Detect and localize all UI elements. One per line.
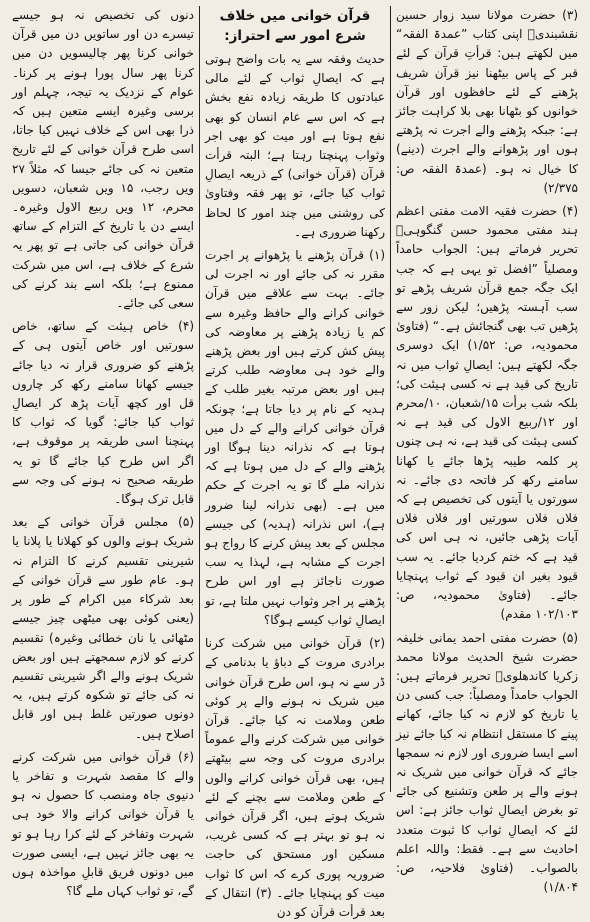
paragraph-point-1: (۱) قرآن پڑھنے یا پڑھوانے پر اجرت مقرر نہ کی جائے اور نہ اجرت لی جائے۔ بہت سے علاقے میں قرآن خوانی کرانے والے حافظ وغیرہ سے کم یا زیادہ پڑھنے پر معاوضہ کی پیش کش کرتے ہیں اور بعض پڑھنے والے خود ہی معاوضہ طلب کرتے ہیں اور بعض مرتبہ بغیر طلب کے ہدیہ کے نام پر دیا جاتا ہے؛ چونکہ قرآن خوانی کرانے والے کے دل میں ہوتا ہے کہ نذرانہ دینا ہوگا اور پڑھنے والے کے دل میں ہوتا ہے کہ نذرانہ ملے گا تو یہ اجرت کے حکم میں ہے۔ (بھی نذرانہ لینا ضرور ہے)، اس نذرانہ (ہدیہ) کی جیسے مجلس کے بعد پیش کرنے کا رواج ہو اجرت کے مشابہ ہے، لہذا یہ سب صورت ناجائز ہے اور اس طرح پڑھنے پر اجر وثواب نہیں ملتا ہے، تو ایصالِ ثواب کیسے ہوگا؟ [205,248,385,627]
section-heading: قرآن خوانی میں خلاف شرع امور سے احتراز: [219,8,371,44]
paragraph-point-2: (۲) قرآن خوانی میں شرکت کرنا برادری مروت کے دباؤ یا بدنامی کے ڈر سے نہ ہو، اس طرح قرآن خوانی میں شریک نہ ہونے والے پر کوئی طعن وملامت نہ کیا جائے۔ قرآن خوانی میں شرکت کرنے والے عموماً برادری مروت کی وجہ سے بیٹھتے ہیں، بھی قرآن خوانی کرانے والوں کے طعن وملامت سے بچنے کے لئے شریک ہوتے ہیں، اگر قرآن خوانی نہ ہو تو بہتر ہے کہ کسی غریب، مسکین اور مستحق کی حاجت ضروریہ پوری کرے کہ اس کا ثواب میت کو پہنچایا جائے۔ (۳) انتقال کے بعد قرأت قرآن کو دن [205,636,385,919]
right-column [391,6,583,895]
middle-column [199,6,391,919]
left-column [7,6,199,899]
paragraph-zawwar-hussain: (۳) حضرت مولانا سید زوار حسین نقشبندیؒ اپنی کتاب ”عمدۃ الفقہ“ میں لکھتے ہیں: قرأتِ قرآن کے لئے قبر کے پاس بیٹھنا نیز قرآن شریف پڑھنے کے لئے حافظوں اور قرآن خوانوں کو بٹھانا بھی بلا کراہت جائز ہے: جبکہ پڑھنے والے اجرت نہ پڑھتے ہوں اور پڑھوانے والے اجرت (دینے) کا خیال نہ ہو۔ (عمدۃ الفقہ ص: ۲/۳۷۵) [396,8,578,195]
paragraph-ahmad-yamani: (۵) حضرت مفتی احمد یمانی خلیفہ حضرت شیخ الحدیث مولانا محمد زکریا کاندھلویؒ تحریر فرماتے ہیں: الجواب حامداً ومصلیاً: جب کسی دن یا تاریخ کو لازم نہ کیا جائے، کھانے پینے کا مستقل انتظام نہ کیا جائے نیز اسے ایسا ضروری اور لازم نہ سمجھا جائے کہ قرآن خوانی میں شریک نہ ہونے والے پر طعن وتشنیع کی جائے تو بغرض ایصالِ ثواب جائز ہے: اس لئے کہ ایصالِ ثواب کا ثبوت متعدد احادیث سے ہے۔ فقط: واللہ اعلم بالصواب۔ (فتاویٰ فلاحیہ، ص: ۱/۸۰۴) [396,630,578,895]
paragraph-point-5: (۵) مجلس قرآن خوانی کے بعد شریک ہونے والوں کو کھلانا یا پلانا یا شیرینی تقسیم کرنے کا التزام نہ ہو۔ عام طور سے قرآن خوانی کے بعد شرکاء میں اکرام کے طور پر (یعنی کوئی بھی میٹھی چیز جیسے مٹھائی یا نان خطائی وغیرہ) تقسیم کرنے کو لازم سمجھتے ہیں اور بعض شریک ہونے والے اگر شیرینی تقسیم نہ کی جائے تو شکوہ کرتے ہیں، یہ دونوں صورتیں غلط ہیں اور قابل اصلاح ہیں۔ [12,515,194,741]
paragraph-point-4: (۴) خاص ہیئت کے ساتھ، خاص سورتیں اور خاص آیتوں ہی کے پڑھنے کو ضروری قرار نہ دیا جائے جیسے کھانا سامنے رکھ کر چاروں قل اور کچھ آیات پڑھ کر ایصالِ ثواب کیا جائے: گویا کہ ثواب کا پہنچنا اسی طریقہ پر موقوف ہے، اگر اس طرح کیا جائے گا تو یہ طریقہ صحیح نہ ہونے کی وجہ سے قابل ترک ہوگا۔ [12,319,194,507]
paragraph-days-continuation: دنوں کی تخصیص نہ ہو جیسے تیسرے دن اور ساتویں دن میں قرآن خوانی کرنا پھر چالیسویں دن میں کرنا پھر سال پورا ہونے پر کرنا۔ عوام کے نزدیک یہ تیجہ، چہلم اور برسی وغیرہ ایسے متعین ہیں کہ ذرا بھی اس کے خلاف نہیں کیا جاتا، اسی طرح قرآن خوانی کے لئے تاریخ متعین نہ کی جائے جیسا کہ مثلاً ۲۷ ویں رجب، ۱۵ ویں شعبان، دسویں محرم، ۱۲ ویں ربیع الاول وغیرہ۔ ایسے دن یا تاریخ کے التزام کے ساتھ قرآن خوانی کی جاتی ہے تو پھر یہ شرع کے خلاف ہے، اس میں شرکت ممنوع ہے؛ بلکہ اسے بند کرنے کی سعی کی جائے۔ [12,8,194,311]
paragraph-point-6: (۶) قرآن خوانی میں شرکت کرنے والے کا مقصد شہرت و تفاخر یا دنیوی جاہ ومنصب کا حصول نہ ہو یا قرآن خوانی کرانے والا خود ہی شہرت وتفاخر کے لئے کرا رہا ہو تو یہ بھی جائز نہیں ہے، ایسی صورت میں دونوں فریق قابلِ مواخذہ ہوں گے، تو ثواب کہاں ملے گا؟ [12,749,194,899]
paragraph-intro: حدیث وفقہ سے یہ بات واضح ہوتی ہے کہ ایصالِ ثواب کے لئے مالی عبادتوں کا طریقہ زیادہ نفع بخش ہے کہ اس سے عام انسان کو بھی نفع ہوتا ہے اور میت کو بھی اجر وثواب پہنچتا رہتا ہے؛ البتہ قرأت قرآن (قرآن خوانی) کے ذریعہ ایصالِ ثواب کیا جائے، تو پھر فقہ وفتاویٰ کی روشنی میں چند امور کا لحاظ رکھنا ضروری ہے۔ [205,52,385,239]
paragraph-mahmood-hasan: (۴) حضرت فقیہ الامت مفتی اعظم ہند مفتی محمود حسن گنگوہیؒ تحریر فرماتے ہیں: الجواب حامداً ومصلیاً ”افضل تو یہی ہے کہ جب ایک جگہ جمع قرآن شریف پڑھے تو سب آہستہ پڑھیں؛ لیکن زور سے پڑھیں تب بھی گنجائش ہے۔“ (فتاویٰ محمودیہ، ص: ۱/۵۲) ایک دوسری جگہ لکھتے ہیں: ایصالِ ثواب میں نہ تاریخ کی قید ہے نہ کسی ہیئت کی؛ بلکہ شب برأت ۱۵/شعبان، ۱۰/محرم اور ۱۲/ربیع الاول کی قید ہے نہ کسی ہیئت کی قید ہے، نہ ہی چنوں پر کلمہ طیبہ پڑھا جائے یا کھانا سامنے رکھ کر فاتحہ دی جائے۔ نہ سورتوں یا آیتوں کی تخصیص ہے کہ فلاں فلاں سورتیں اور فلاں فلاں آیات پڑھی جائیں، نہ ہی اس کی قید ہے کہ ختم کردیا جائے۔ یہ سب قیود بغیر ان قیود کے ثواب پہنچایا جائے۔ (فتاویٰ محمودیہ، ص: ۱۰۲/۱۰۳ مقدم) [396,204,579,622]
